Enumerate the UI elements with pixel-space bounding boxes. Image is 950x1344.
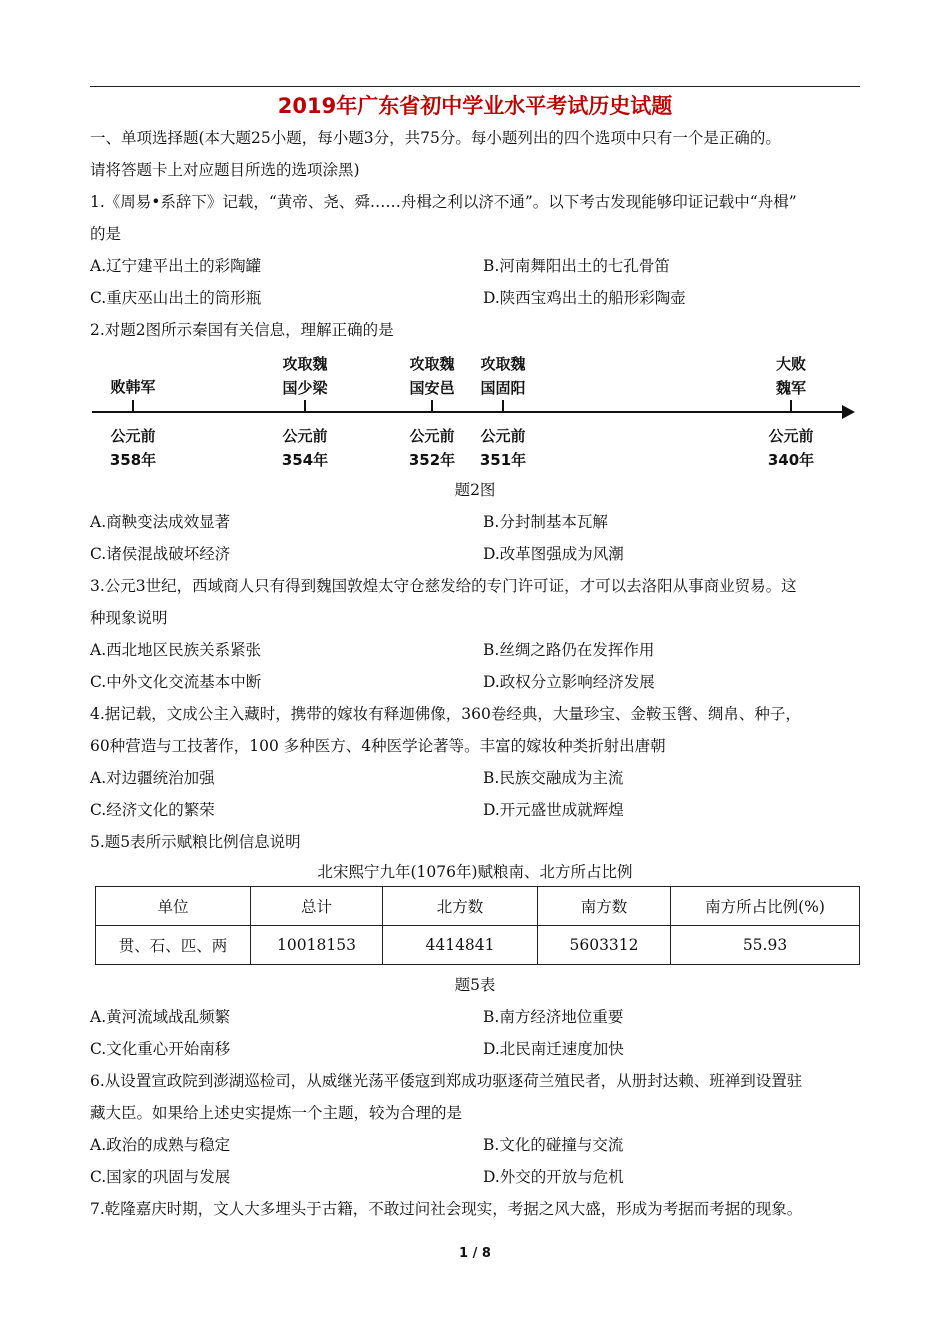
table-cell: 5603312 (538, 926, 671, 965)
timeline-date-2 (282, 424, 328, 472)
q6-option-c: C.国家的巩固与发展 (90, 1168, 231, 1186)
header-rule (90, 86, 860, 87)
q2-figure-caption: 题2图 (454, 481, 496, 499)
timeline-date-3-prefix: 公元前 (409, 427, 455, 445)
q4-option-d: D.开元盛世成就辉煌 (483, 801, 624, 819)
page-number: 1 / 8 (459, 1246, 491, 1261)
q1-stem-line2: 的是 (90, 225, 122, 243)
timeline-event-2: 攻取魏 国少梁 (282, 355, 328, 397)
table-header-cell: 北方数 (383, 887, 538, 926)
timeline-event-4: 攻取魏 国固阳 (480, 355, 526, 397)
table-header-cell: 南方数 (538, 887, 671, 926)
q6-stem-line2: 藏大臣。如果给上述史实提炼一个主题，较为合理的是 (90, 1104, 463, 1122)
q5-option-a: A.黄河流域战乱频繁 (90, 1008, 231, 1026)
timeline-tick (502, 400, 504, 411)
q1-option-a: A.辽宁建平出土的彩陶罐 (90, 257, 262, 275)
table-cell: 55.93 (671, 926, 860, 965)
table-row (96, 926, 860, 965)
timeline-date-5-prefix: 公元前 (768, 427, 814, 445)
q5-table-title: 北宋熙宁九年(1076年)赋粮南、北方所占比例 (317, 863, 633, 881)
q4-option-a: A.对边疆统治加强 (90, 769, 215, 787)
timeline-date-4-prefix: 公元前 (480, 427, 526, 445)
timeline-date-4-year: 351年 (479, 451, 527, 469)
q5-stem: 5.题5表所示赋粮比例信息说明 (90, 833, 301, 851)
timeline-date-5-year: 340年 (767, 451, 815, 469)
q3-stem-line2: 种现象说明 (90, 609, 168, 627)
q3-option-d: D.政权分立影响经济发展 (483, 673, 655, 691)
q3-option-c: C.中外文化交流基本中断 (90, 673, 262, 691)
q4-stem-line1: 4.据记载，文成公主入藏时，携带的嫁妆有释迦佛像，360卷经典，大量珍宝、金鞍玉辔、绸帛、种子， (90, 705, 801, 723)
q2-stem: 2.对题2图所示秦国有关信息，理解正确的是 (90, 321, 394, 339)
q4-option-b: B.民族交融成为主流 (483, 769, 624, 787)
q6-stem-line1: 6.从设置宣政院到澎湖巡检司，从威继光荡平倭寇到郑成功驱逐荷兰殖民者，从册封达赖、班禅到设置驻 (90, 1072, 803, 1090)
q6-option-a: A.政治的成熟与稳定 (90, 1136, 231, 1154)
q5-data-table (95, 886, 860, 965)
table-header-row (96, 887, 860, 926)
q5-option-d: D.北民南迁速度加快 (483, 1040, 624, 1058)
timeline-date-3 (409, 424, 455, 472)
q3-stem-line1: 3.公元3世纪，西域商人只有得到魏国敦煌太守仓慈发给的专门许可证，才可以去洛阳从事商业贸易。这 (90, 577, 797, 595)
page-title: 2019年广东省初中学业水平考试历史试题 (277, 94, 673, 118)
q5-table-caption: 题5表 (454, 976, 496, 994)
q2-option-d: D.改革图强成为风潮 (483, 545, 624, 563)
timeline-date-4 (480, 424, 526, 472)
timeline-tick (132, 400, 134, 411)
timeline-axis (92, 411, 844, 413)
q2-option-a: A.商鞅变法成效显著 (90, 513, 231, 531)
table-header-cell: 南方所占比例(%) (671, 887, 860, 926)
q6-option-b: B.文化的碰撞与交流 (483, 1136, 624, 1154)
q1-option-b: B.河南舞阳出土的七孔骨笛 (483, 257, 670, 275)
timeline-date-5 (768, 424, 814, 472)
q2-option-b: B.分封制基本瓦解 (483, 513, 608, 531)
timeline-date-1-year: 358年 (109, 451, 157, 469)
timeline-date-2-prefix: 公元前 (282, 427, 328, 445)
timeline-event-3: 攻取魏 国安邑 (409, 355, 455, 397)
timeline-event-5: 大败 魏军 (775, 355, 807, 397)
q3-option-b: B.丝绸之路仍在发挥作用 (483, 641, 655, 659)
timeline-date-1 (110, 424, 156, 472)
timeline-date-3-year: 352年 (408, 451, 456, 469)
q1-option-d: D.陕西宝鸡出土的船形彩陶壶 (483, 289, 686, 307)
q2-option-c: C.诸侯混战破坏经济 (90, 545, 231, 563)
q6-option-d: D.外交的开放与危机 (483, 1168, 624, 1186)
timeline-event-1 (110, 376, 155, 397)
q7-stem-line1: 7.乾隆嘉庆时期，文人大多埋头于古籍，不敢过问社会现实，考据之风大盛，形成为考据而考据的现象。 (90, 1200, 803, 1218)
q3-option-a: A.西北地区民族关系紧张 (90, 641, 262, 659)
table-cell: 4414841 (383, 926, 538, 965)
timeline-event-1-text: 败韩军 (110, 378, 156, 396)
section-instructions-line2: 请将答题卡上对应题目所选的选项涂黑) (90, 161, 360, 179)
timeline-tick (790, 400, 792, 411)
timeline-tick (304, 400, 306, 411)
q4-stem-line2: 60种营造与工技著作，100 多种医方、4种医学论著等。丰富的嫁妆种类折射出唐朝 (90, 737, 666, 755)
table-cell: 贯、石、匹、两 (96, 926, 251, 965)
table-header-cell: 单位 (96, 887, 251, 926)
table-header-cell: 总计 (251, 887, 383, 926)
timeline-date-1-prefix: 公元前 (110, 427, 156, 445)
table-cell: 10018153 (251, 926, 383, 965)
timeline-date-2-year: 354年 (281, 451, 329, 469)
q4-option-c: C.经济文化的繁荣 (90, 801, 215, 819)
q5-option-c: C.文化重心开始南移 (90, 1040, 231, 1058)
section-instructions-line1: 一、单项选择题(本大题25小题，每小题3分，共75分。每小题列出的四个选项中只有一个是正确的。 (90, 129, 781, 147)
q5-option-b: B.南方经济地位重要 (483, 1008, 624, 1026)
q1-stem-line1: 1.《周易•系辞下》记载，“黄帝、尧、舜……舟楫之利以济不通”。以下考古发现能够印证记载中“舟楫” (90, 193, 797, 211)
q1-option-c: C.重庆巫山出土的筒形瓶 (90, 289, 262, 307)
timeline-arrow-icon (842, 405, 855, 419)
timeline-tick (431, 400, 433, 411)
